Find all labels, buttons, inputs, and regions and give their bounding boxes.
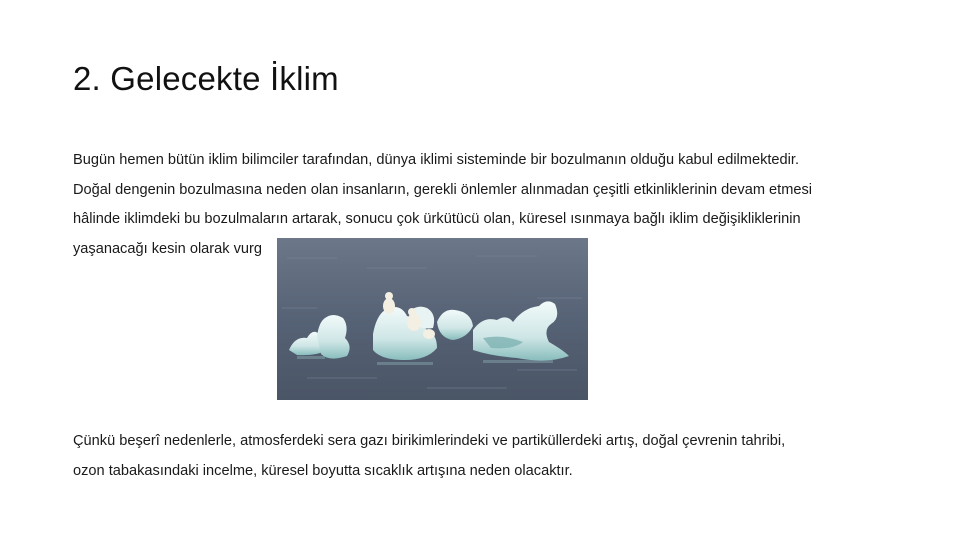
slide-title: 2. Gelecekte İklim xyxy=(73,60,339,97)
polar-bears-ice-illustration xyxy=(277,238,588,400)
polar-bears-ice-photo xyxy=(277,238,588,400)
paragraph-line: Doğal dengenin bozulmasına neden olan insanların, gerekli önlemler alınmadan çeşitli etkinliklerinin devam etmesi xyxy=(73,181,813,198)
paragraph-line: hâlinde iklimdeki bu bozulmaların artarak, sonucu çok ürkütücü olan, küresel ısınmaya bağlı iklim değişikliklerinin xyxy=(73,211,801,227)
paragraph-line: Çünkü beşerî nedenlerle, atmosferdeki sera gazı birikimlerindeki ve partiküllerdeki artış, doğal çevrenin tahribi, xyxy=(73,433,786,449)
paragraph-conclusion xyxy=(73,427,903,486)
paragraph-line: yaşanacağı kesin olarak vurg xyxy=(73,240,263,257)
paragraph-line: ozon tabakasındaki incelme, küresel boyutta sıcaklık artışına neden olacaktır. xyxy=(73,462,573,479)
paragraph-line: Bugün hemen bütün iklim bilimciler tarafından, dünya iklimi sisteminde bir bozulmanın olduğu kabul edilmektedir. xyxy=(73,152,800,168)
